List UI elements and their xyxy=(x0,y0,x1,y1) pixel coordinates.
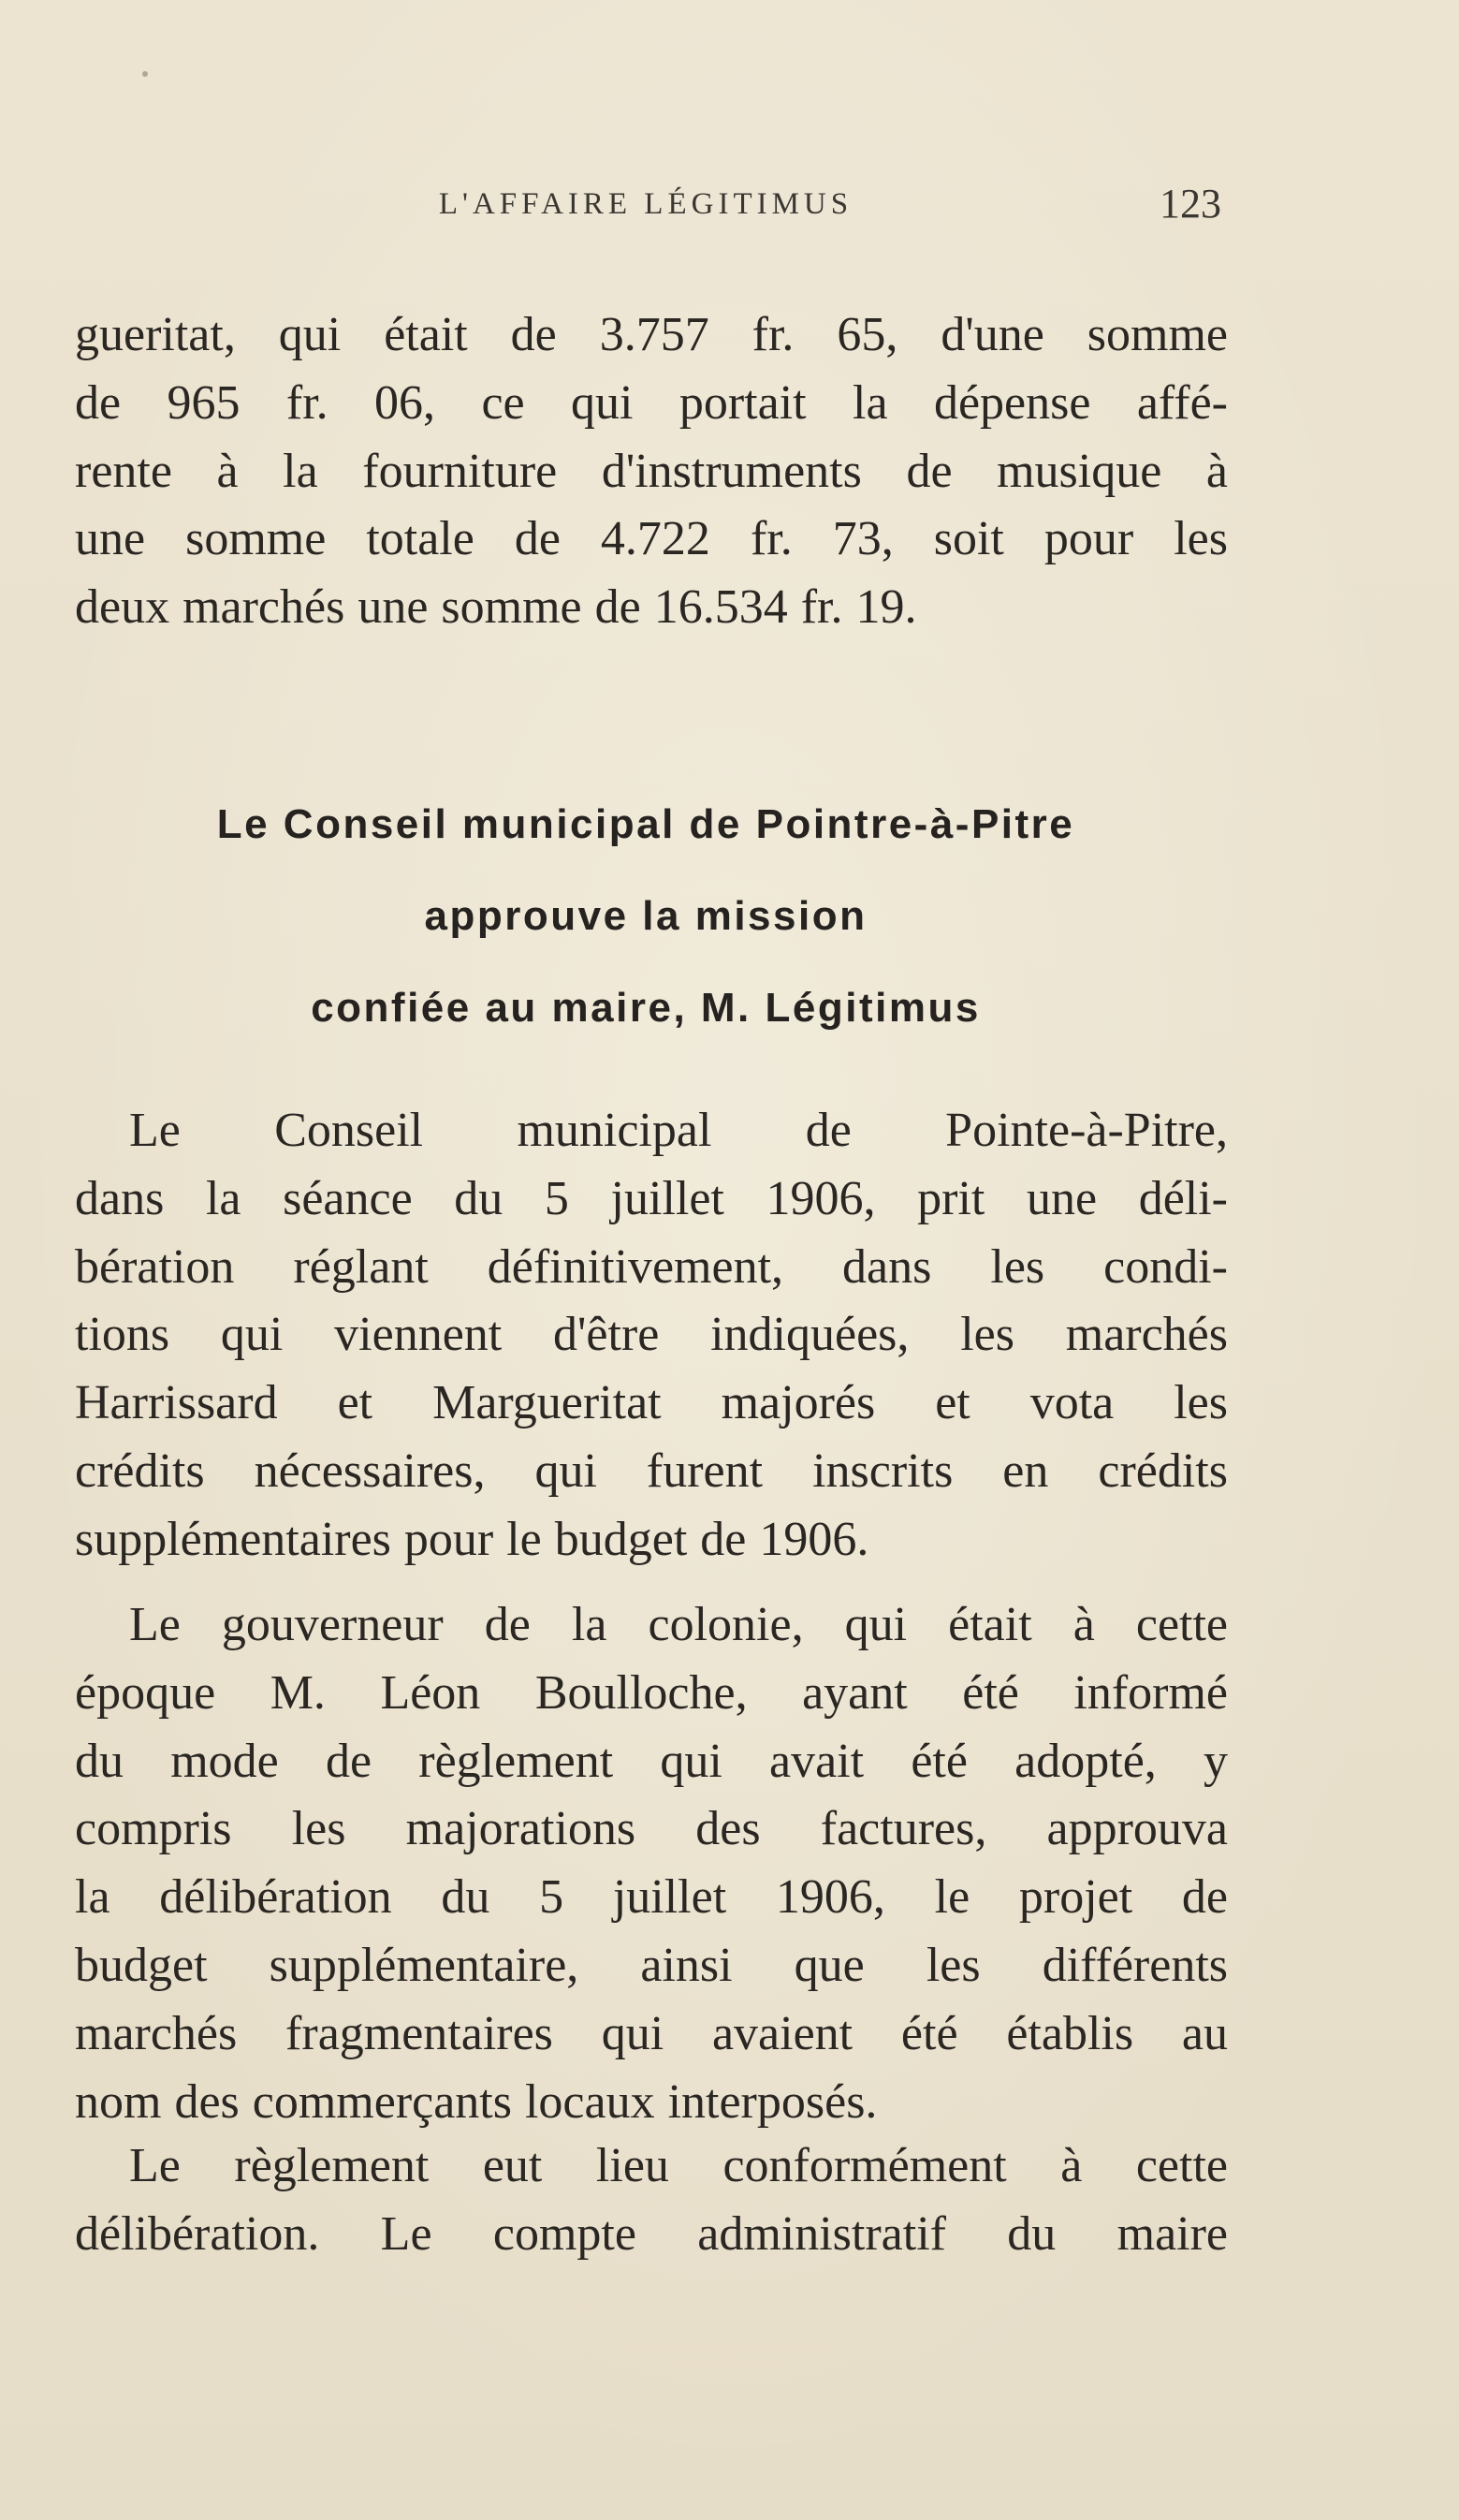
text-line: de 965 fr. 06, ce qui portait la dépense affé- xyxy=(75,375,1228,430)
text-line: Le gouverneur de la colonie, qui était à cette xyxy=(129,1598,1228,1651)
paragraph-conseil-municipal xyxy=(75,1097,1228,1575)
text-line: délibération. Le compte administratif du maire xyxy=(75,2206,1228,2261)
text-line: deux marchés une somme de 16.534 fr. 19. xyxy=(75,580,917,635)
text-line: compris les majorations des factures, approuva xyxy=(75,1802,1228,1856)
heading-line: Le Conseil municipal de Pointre-à-Pitre xyxy=(216,801,1075,847)
text-line: nom des commerçants locaux interposés. xyxy=(75,2074,878,2129)
text-line: tions qui viennent d'être indiquées, les marchés xyxy=(75,1308,1228,1362)
section-heading xyxy=(56,779,1235,1054)
text-line: Harrissard et Margueritat majorés et vota les xyxy=(75,1376,1228,1430)
text-line: la délibération du 5 juillet 1906, le projet de xyxy=(75,1870,1228,1925)
text-line: bération réglant définitivement, dans les condi- xyxy=(75,1239,1228,1294)
text-line: marchés fragmentaires qui avaient été établis au xyxy=(75,2006,1228,2060)
heading-line: approuve la mission xyxy=(424,893,868,939)
paper-speck xyxy=(142,71,148,77)
page-number: 123 xyxy=(1160,181,1221,227)
text-line: époque M. Léon Boulloche, ayant été informé xyxy=(75,1665,1228,1720)
running-title: L'AFFAIRE LÉGITIMUS xyxy=(438,187,854,221)
heading-line: confiée au maire, M. Légitimus xyxy=(311,985,981,1031)
paragraph-reglement xyxy=(75,2132,1228,2269)
paragraph-gouverneur xyxy=(75,1591,1228,2136)
text-line: dans la séance du 5 juillet 1906, prit une déli- xyxy=(75,1171,1228,1225)
text-line: Le Conseil municipal de Pointe-à-Pitre, xyxy=(129,1104,1228,1157)
text-line: supplémentaires pour le budget de 1906. xyxy=(75,1512,869,1566)
text-line: crédits nécessaires, qui furent inscrits en crédits xyxy=(75,1443,1228,1498)
text-line: rente à la fourniture d'instruments de musique à xyxy=(75,444,1228,498)
text-line: Le règlement eut lieu conformément à cette xyxy=(129,2139,1228,2192)
running-header xyxy=(0,176,1459,232)
text-line: budget supplémentaire, ainsi que les différents xyxy=(75,1938,1228,1992)
text-line: du mode de règlement qui avait été adopté, y xyxy=(75,1734,1228,1788)
text-line: une somme totale de 4.722 fr. 73, soit pour les xyxy=(75,512,1228,566)
text-line: gueritat, qui était de 3.757 fr. 65, d'une somme xyxy=(75,308,1228,361)
paragraph-continuation xyxy=(75,301,1228,642)
